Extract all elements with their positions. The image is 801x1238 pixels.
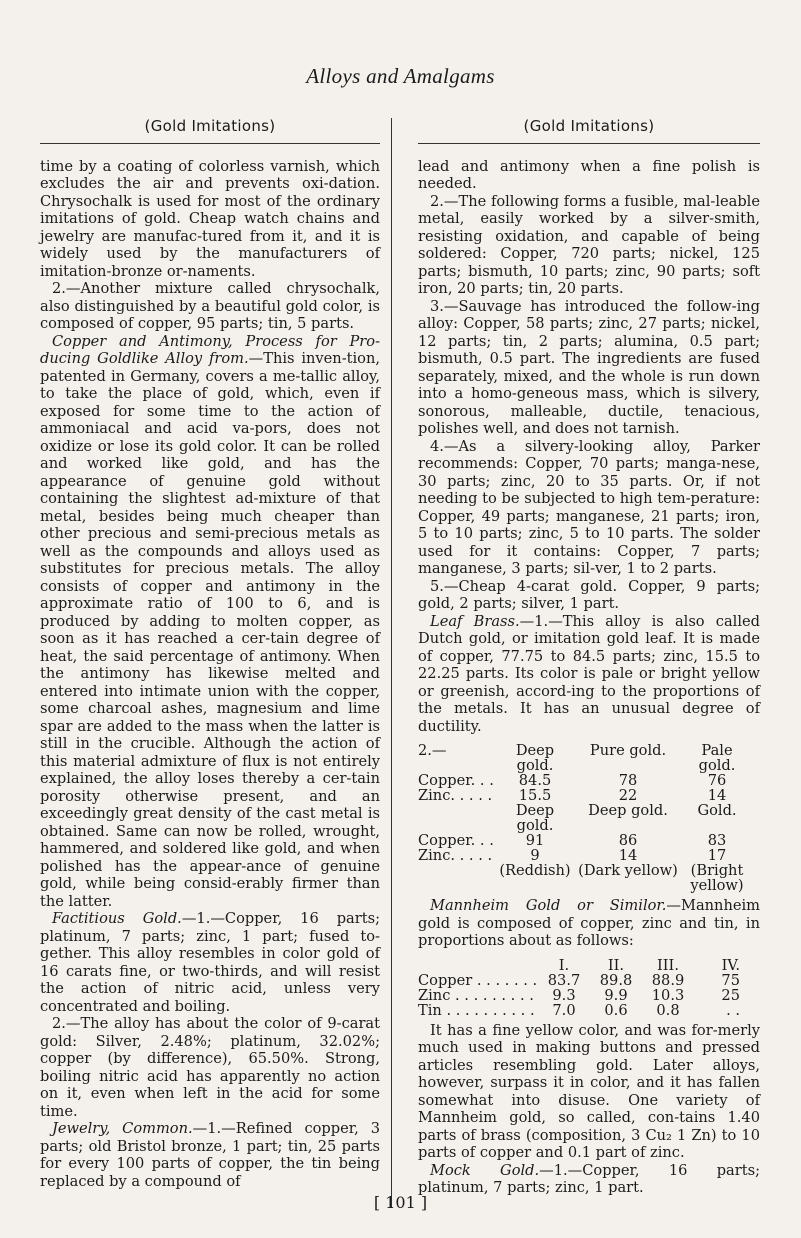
table-cell: Deep gold.	[515, 802, 555, 834]
table-cell: (Reddish)	[499, 862, 571, 879]
table-cell: 7.0	[552, 1001, 576, 1019]
table-header-row	[418, 743, 752, 773]
running-head: Alloys and Amalgams	[306, 64, 495, 88]
table-header-row	[418, 803, 752, 833]
page-number: [ 101 ]	[373, 1193, 428, 1212]
table-cell: Copper . . . . . . .	[418, 971, 538, 989]
leaf-brass-table	[418, 743, 752, 893]
table-cell: 9.9	[604, 986, 628, 1004]
table-cell: 84.5	[518, 772, 552, 789]
entry-title: Mannheim Gold or Similor.	[430, 897, 667, 914]
paragraph	[418, 897, 760, 950]
paragraph: 2.—The alloy has about the color of 9-carat gold: Silver, 2.48%; platinum, 32.02%; copper (by difference), 65.50%. Strong, boiling nitric acid has apparently no action on it, even when left in the acid for some time.	[40, 1015, 380, 1120]
table-row	[418, 848, 752, 863]
paragraph	[418, 1162, 760, 1197]
table-cell: (Bright yellow)	[690, 862, 744, 894]
table-cell: II.	[607, 956, 625, 974]
table-cell: . .	[726, 1001, 740, 1019]
table-cell: Copper. . .	[418, 832, 494, 849]
table-cell: Gold.	[697, 802, 737, 819]
table-cell	[418, 863, 496, 893]
table-cell: IV.	[721, 956, 740, 974]
entry-title: Leaf Brass.	[430, 612, 520, 630]
right-column	[418, 118, 760, 1197]
table-header-row	[418, 958, 740, 973]
table-row	[418, 1003, 740, 1018]
entry-body: —Mannheim gold is composed of copper, zinc and tin, in proportions about as follows:	[418, 897, 760, 949]
table-cell: Zinc. . . . .	[418, 787, 493, 804]
table-cell: 86	[618, 832, 638, 849]
table-cell: I.	[558, 956, 570, 974]
table-cell: 22	[618, 787, 638, 804]
table-row	[418, 788, 752, 803]
paragraph: It has a fine yellow color, and was for-merly much used in making buttons and pressed articles resembling gold. Later alloys, however, surpass it in color, and it has fallen somewhat into disuse. One variety of Mannheim gold, so called, con-tains 1.40 parts of brass (composition, 3 Cu₂ 1 Zn) to 10 parts of copper and 0.1 part of zinc.	[418, 1021, 760, 1161]
entry-body: —1.—This alloy is also called Dutch gold, or imitation gold leaf. It is made of copper, 77.75 to 84.5 parts; zinc, 15.5 to 22.25 parts. Its color is pale or bright yellow or greenish, accord-ing to the proportions of the metals. It has an unusual degree of ductility.	[418, 612, 760, 735]
table-cell: 0.8	[656, 1001, 680, 1019]
table-cell: Zinc . . . . . . . . .	[418, 986, 534, 1004]
table-cell: Deep gold.	[588, 802, 668, 819]
entry-title: Factitious Gold.	[52, 910, 182, 927]
entry-title: Mock Gold.	[430, 1161, 540, 1179]
entry-body: —This inven-tion, patented in Germany, covers a me-tallic alloy, to take the place of gold, which, even if exposed for some time to the action of ammoniacal and acid va-pors, does not oxidize or lose its gold color. It can be rolled and worked like gold, and has the appearance of genuine gold without containing the slightest ad-mixture of that metal, besides being much cheaper than other precious and semi-precious metals as well as the compounds and alloys used as substitutes for precious metals. The alloy consists of copper and antimony in the approximate ratio of 100 to 6, and is produced by adding to molten copper, as soon as it has reached a cer-tain degree of heat, the said percentage of antimony. When the antimony has likewise melted and entered into intimate union with the copper, some charcoal ashes, magnesium and lime spar are added to the mass when the latter is still in the crucible. Although the action of this material admixture of flux is not entirely explained, the alloy loses thereby a cer-tain porosity otherwise present, and an exceedingly great density of the cast metal is obtained. Same can now be rolled, wrought, hammered, and soldered like gold, and when polished has the appear-ance of genuine gold, while being consid-erably firmer than the latter.	[40, 350, 380, 910]
table-cell: III.	[657, 956, 679, 974]
table-row	[418, 773, 752, 788]
paragraph: time by a coating of colorless varnish, which excludes the air and prevents oxi-dation. Chrysochalk is used for most of the ordinary imitations of gold. Cheap watch chains and jewelry are manufac-tured from it, and it is widely used by the manufacturers of imitation-bronze or-naments.	[40, 157, 380, 280]
table-cell: 89.8	[599, 971, 633, 989]
table-cell: 75	[721, 971, 740, 989]
table-cell: 91	[525, 832, 545, 849]
table-cell: 14	[618, 847, 638, 864]
table-row	[418, 833, 752, 848]
entry-body: —1.—Copper, 16 parts; platinum, 7 parts; zinc, 1 part; fused to-gether. This alloy resembles in color gold of 16 carats fine, or two-thirds, and will resist the action of nitric acid, unless very concentrated and boiling.	[40, 910, 380, 1015]
mannheim-gold-table	[418, 958, 740, 1018]
table-cell: Copper. . .	[418, 772, 494, 789]
table-cell	[418, 958, 538, 973]
paragraph	[40, 910, 380, 1015]
table-row	[418, 973, 740, 988]
table-cell: Pure gold.	[589, 742, 667, 759]
paragraph: 2.—Another mixture called chrysochalk, also distinguished by a beautiful gold color, is composed of copper, 95 parts; tin, 5 parts.	[40, 280, 380, 332]
table-cell: 9.3	[552, 986, 576, 1004]
table-cell: Pale gold.	[698, 742, 736, 774]
table-cell	[418, 803, 496, 833]
table-cell: 78	[618, 772, 638, 789]
table-cell: 83	[707, 832, 727, 849]
table-cell: 2.—	[418, 742, 447, 759]
column-divider	[391, 118, 392, 1208]
table-cell: (Dark yellow)	[578, 862, 678, 879]
table-cell: 83.7	[547, 971, 581, 989]
table-cell: 88.9	[651, 971, 685, 989]
paragraph: 3.—Sauvage has introduced the follow-ing alloy: Copper, 58 parts; zinc, 27 parts; nickel, 12 parts; tin, 2 parts; alumina, 0.5 part; bismuth, 0.5 part. The ingredients are fused separately, mixed, and the whole is run down into a homo-geneous mass, which is silvery, sonorous, malleable, ductile, tenacious, polishes well, and does not tarnish.	[418, 297, 760, 437]
right-section-head: (Gold Imitations)	[418, 118, 760, 144]
entry-body: —1.—Refined copper, 3 parts; old Bristol bronze, 1 part; tin, 25 parts for every 100 parts of copper, the tin being replaced by a compound of	[40, 1120, 381, 1190]
paragraph: 5.—Cheap 4-carat gold. Copper, 9 parts; gold, 2 parts; silver, 1 part.	[418, 577, 760, 612]
paragraph: 2.—The following forms a fusible, mal-leable metal, easily worked by a silver-smith, resisting oxidation, and capable of being soldered: Copper, 720 parts; nickel, 125 parts; bismuth, 10 parts; zinc, 90 parts; soft iron, 20 parts; tin, 20 parts.	[418, 192, 760, 297]
table-cell: Deep gold.	[515, 742, 555, 774]
table-row	[418, 988, 740, 1003]
table-cell: 9	[530, 847, 540, 864]
table-cell: 14	[707, 787, 727, 804]
paragraph	[40, 333, 380, 911]
table-cell: 0.6	[604, 1001, 628, 1019]
table-cell: 25	[721, 986, 740, 1004]
table-cell: 10.3	[651, 986, 685, 1004]
entry-title: Copper and Antimony, Process for Pro-ducing Goldlike Alloy from.	[40, 332, 380, 367]
table-cell: Tin . . . . . . . . . .	[418, 1001, 535, 1019]
table-cell: Zinc. . . . .	[418, 847, 493, 864]
paragraph	[418, 613, 760, 736]
entry-body: —1.—Copper, 16 parts; platinum, 7 parts; zinc, 1 part.	[418, 1161, 760, 1196]
entry-title: Jewelry, Common.	[52, 1120, 193, 1137]
paragraph: 4.—As a silvery-looking alloy, Parker recommends: Copper, 70 parts; manga-nese, 30 parts; zinc, 20 to 35 parts. Or, if not needing to be subjected to high tem-perature: Copper, 49 parts; manganese, 21 parts; iron, 5 to 10 parts; zinc, 5 to 10 parts. The solder used for it contains: Copper, 7 parts; manganese, 3 parts; sil-ver, 1 to 2 parts.	[418, 437, 760, 577]
table-cell: 15.5	[518, 787, 552, 804]
left-section-head: (Gold Imitations)	[40, 118, 380, 144]
table-cell: 76	[707, 772, 727, 789]
table-row	[418, 863, 752, 893]
paragraph	[40, 1120, 380, 1190]
table-cell: 17	[707, 847, 727, 864]
paragraph: lead and antimony when a fine polish is needed.	[418, 157, 760, 192]
left-column	[40, 118, 380, 1190]
